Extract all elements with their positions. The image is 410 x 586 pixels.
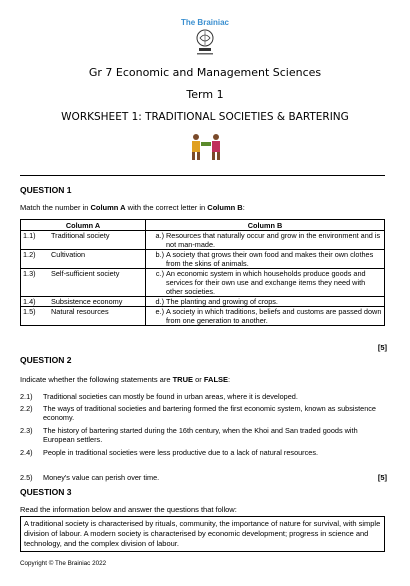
question-1-marks: [5]	[377, 343, 387, 352]
question-2-heading: QUESTION 2	[20, 355, 72, 365]
bartering-people-icon	[188, 133, 224, 161]
question-2-marks: [5]	[377, 473, 387, 482]
question-2-instruction: Indicate whether the following statements are TRUE or FALSE:	[20, 375, 231, 384]
table-row: 1.5) Natural resources e.) A society in which traditions, beliefs and customs are passed down from one generation to another.	[21, 307, 385, 326]
matching-table	[20, 219, 385, 326]
table-row: 1.3) Self-sufficient society c.) An economic system in which households produce goods and services for their own use and exchange items they need with other societies.	[21, 269, 385, 297]
question-3-heading: QUESTION 3	[20, 487, 72, 497]
worksheet-page: The Brainiac Gr 7 Economic and Management Sciences Term 1 WORKSHEET 1: TRADITIONAL SOCIETIES & BARTERING QUESTION 1 Match the number in Column A with the correct letter in Column B: Column A Column B 1.1) Traditional society a.) Resources that naturally occur and grow in the environment and is not man-made. 1.2) Cultivation b.) A society that grows their own food and makes their own clothes from the skins of animals. 1.3) Self-sufficient society c.) An economic system in which households produce goods and services for their own use and exchange items they need with other societies. 1.4) Subsistence economy d.) The planting and growing of crops. 1.5) Natural resources e.) A society in which traditions, beliefs and customs are passed down from one generation to another. [5] QUESTION 2 Indicate whether the following statements are TRUE or FALSE: 2.1) Traditional societies can mostly be found in urban areas, where it is developed. 2.2) The ways of traditional societies and bartering formed the first economic system, known as subsistence economy. 2.3) The history of bartering started during the 16th century, when the Khoi and San traded goods with European settlers. 2.4) People in traditional societies were less productive due to a lack of natural resources. 2.5) Money's value can perish over time. [5] QUESTION 3 Read the information below and answer the questions that follow: A traditional society is characterised by rituals, community, the importance of nature for survival, with simple division of labour. A modern society is characterised by economic development; progress in science and technology, and the complex division of labour. Copyright © The Brainiac 2022	[0, 0, 410, 586]
column-b-header: Column B	[146, 220, 385, 231]
question-3-instruction: Read the information below and answer the questions that follow:	[20, 505, 237, 514]
divider	[20, 175, 385, 176]
table-row: 1.4) Subsistence economy d.) The planting and growing of crops.	[21, 297, 385, 307]
brand-name: The Brainiac	[180, 18, 229, 27]
column-a-header: Column A	[21, 220, 146, 231]
reading-passage: A traditional society is characterised by rituals, community, the importance of nature for survival, with simple division of labour. A modern society is characterised by economic development; progress in science and technology, and the complex division of labour.	[20, 516, 385, 552]
table-row: 1.1) Traditional society a.) Resources that naturally occur and grow in the environment and is not man-made.	[21, 231, 385, 250]
worksheet-subject-title: Gr 7 Economic and Management Sciences	[88, 66, 322, 79]
question-1-instruction: Match the number in Column A with the correct letter in Column B:	[20, 203, 245, 212]
copyright-footer: Copyright © The Brainiac 2022	[20, 560, 107, 567]
table-row: 1.2) Cultivation b.) A society that grows their own food and makes their own clothes from the skins of animals.	[21, 250, 385, 269]
worksheet-term: Term 1	[186, 88, 224, 101]
worksheet-title: WORKSHEET 1: TRADITIONAL SOCIETIES & BARTERING	[61, 111, 349, 123]
brainiac-logo-icon	[191, 28, 219, 58]
question-1-heading: QUESTION 1	[20, 185, 72, 195]
